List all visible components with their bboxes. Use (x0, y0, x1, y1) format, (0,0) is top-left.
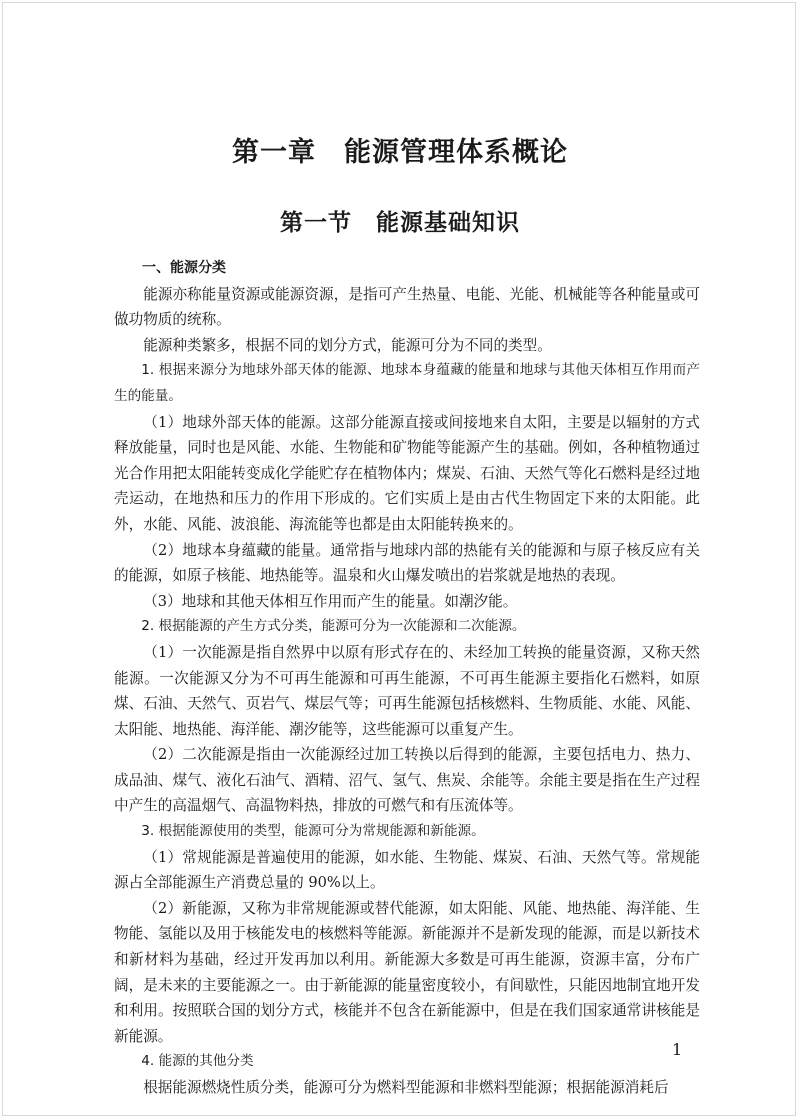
paragraph: （1）地球外部天体的能源。这部分能源直接或间接地来自太阳，主要是以辐射的方式释放能量，同时也是风能、水能、生物能和矿物能等能源产生的基础。例如，各种植物通过光合作用把太阳能转变成化学能贮存在植物体内；煤炭、石油、天然气等化石燃料是经过地壳运动，在地热和压力的作用下形成的。它们实质上是由古代生物固定下来的太阳能。此外，水能、风能、波浪能、海流能等也都是由太阳能转换来的。 (114, 413, 700, 533)
paragraph: 根据能源燃烧性质分类，能源可分为燃料型能源和非燃料型能源；根据能源消耗后 (143, 1079, 669, 1096)
heading-energy-classification: 一、能源分类 (142, 260, 226, 276)
page-number: 1 (672, 1040, 683, 1059)
paragraph: （2）二次能源是指由一次能源经过加工转换以后得到的能源，主要包括电力、热力、成品油、煤气、液化石油气、酒精、沼气、氢气、焦炭、余能等。余能主要是指在生产过程中产生的高温烟气、高温物料热，排放的可燃气和有压流体等。 (114, 746, 700, 815)
section-title: 第一节 能源基础知识 (280, 210, 520, 236)
paragraph: （2）地球本身蕴藏的能量。通常指与地球内部的热能有关的能源和与原子核反应有关的能源，如原子核能、地热能等。温泉和火山爆发喷出的岩浆就是地热的表现。 (114, 541, 700, 585)
paragraph: （2）新能源，又称为非常规能源或替代能源，如太阳能、风能、地热能、海洋能、生物能、氢能以及用于核能发电的核燃料等能源。新能源并不是新发现的能源，而是以新技术和新材料为基础，经过开发再加以利用。新能源大多数是可再生能源，资源丰富，分布广阔，是未来的主要能源之一。由于新能源的能量密度较小，有间歇性，只能因地制宜地开发和利用。按照联合国的划分方式，核能并不包含在新能源中，但是在我们国家通常讲核能是新能源。 (114, 899, 700, 1045)
chapter-title: 第一章 能源管理体系概论 (232, 137, 568, 168)
subheading: 1. 根据来源分为地球外部天体的能源、地球本身蕴藏的能量和地球与其他天体相互作用而产生的能量。 (114, 362, 700, 404)
paragraph: 能源亦称能量资源或能源资源，是指可产生热量、电能、光能、机械能等各种能量或可做功物质的统称。 (114, 285, 700, 329)
subheading: 4. 能源的其他分类 (141, 1053, 254, 1070)
subheading: 3. 根据能源使用的类型，能源可分为常规能源和新能源。 (141, 823, 485, 840)
body-text (114, 256, 700, 1101)
paragraph: （1）常规能源是普遍使用的能源，如水能、生物能、煤炭、石油、天然气等。常规能源占全部能源生产消费总量的 90%以上。 (114, 848, 700, 892)
paragraph: （3）地球和其他天体相互作用而产生的能量。如潮汐能。 (143, 592, 518, 610)
paragraph: （1）一次能源是指自然界中以原有形式存在的、未经加工转换的能量资源，又称天然能源。一次能源又分为不可再生能源和可再生能源，不可再生能源主要指化石燃料，如原煤、石油、天然气、页岩气、煤层气等；可再生能源包括核燃料、生物质能、水能、风能、太阳能、地热能、海洋能、潮汐能等，这些能源可以重复产生。 (114, 643, 700, 738)
paragraph: 能源种类繁多，根据不同的划分方式，能源可分为不同的类型。 (143, 336, 552, 354)
subheading: 2. 根据能源的产生方式分类，能源可分为一次能源和二次能源。 (141, 618, 526, 635)
